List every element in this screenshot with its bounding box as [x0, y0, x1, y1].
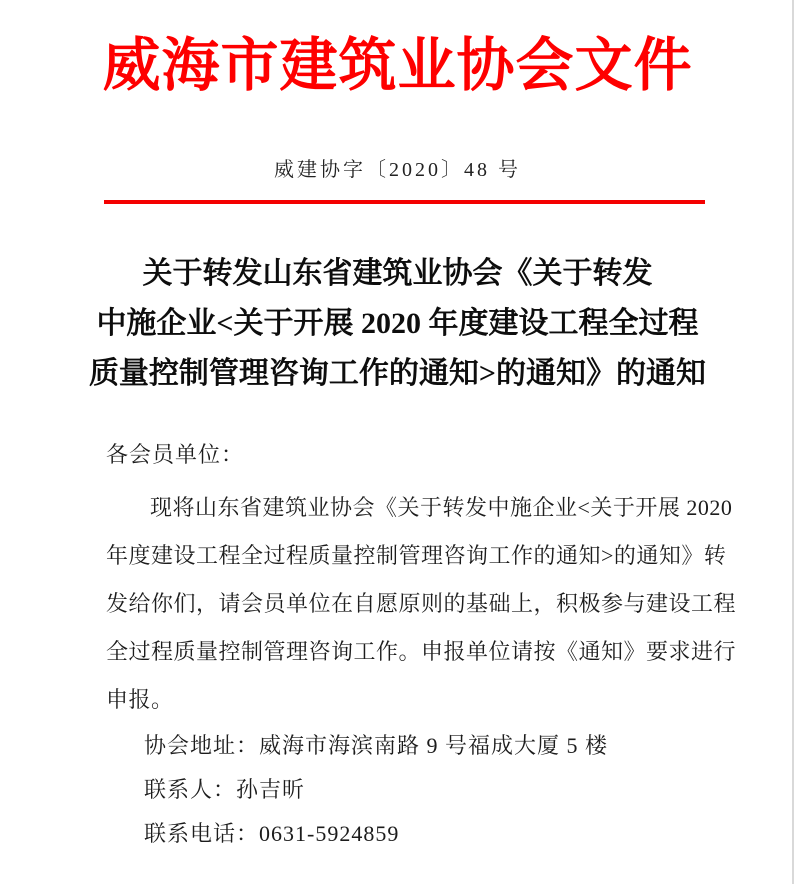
contact-person-line: 联系人：孙吉昕	[144, 777, 306, 802]
salutation-line: 各会员单位：	[106, 442, 245, 467]
body-paragraph-line: 发给你们，请会员单位在自愿原则的基础上，积极参与建设工程	[106, 591, 737, 616]
body-paragraph	[106, 484, 737, 724]
body-paragraph-line: 全过程质量控制管理咨询工作。申报单位请按《通知》要求进行	[106, 639, 737, 664]
document-title-line: 中施企业<关于开展 2020 年度建设工程全过程	[96, 307, 699, 340]
red-divider-rule	[104, 200, 705, 204]
document-reference-number: 威建协字〔2020〕48 号	[274, 159, 521, 181]
body-paragraph-line: 现将山东省建筑业协会《关于转发中施企业<关于开展 2020	[150, 495, 733, 520]
contact-address-line: 协会地址：威海市海滨南路 9 号福成大厦 5 楼	[144, 733, 609, 758]
red-header-org-title: 威海市建筑业协会文件	[102, 33, 693, 98]
contact-phone-line: 联系电话：0631-5924859	[144, 821, 400, 846]
contact-info-block	[144, 724, 714, 856]
document-title-line: 关于转发山东省建筑业协会《关于转发	[142, 257, 653, 290]
scanned-page-edge	[792, 0, 794, 884]
body-paragraph-line: 年度建设工程全过程质量控制管理咨询工作的通知>的通知》转	[106, 543, 727, 568]
document-title-line: 质量控制管理咨询工作的通知>的通知》的通知	[88, 357, 707, 390]
document-title	[0, 249, 795, 399]
body-paragraph-line: 申报。	[106, 687, 174, 712]
